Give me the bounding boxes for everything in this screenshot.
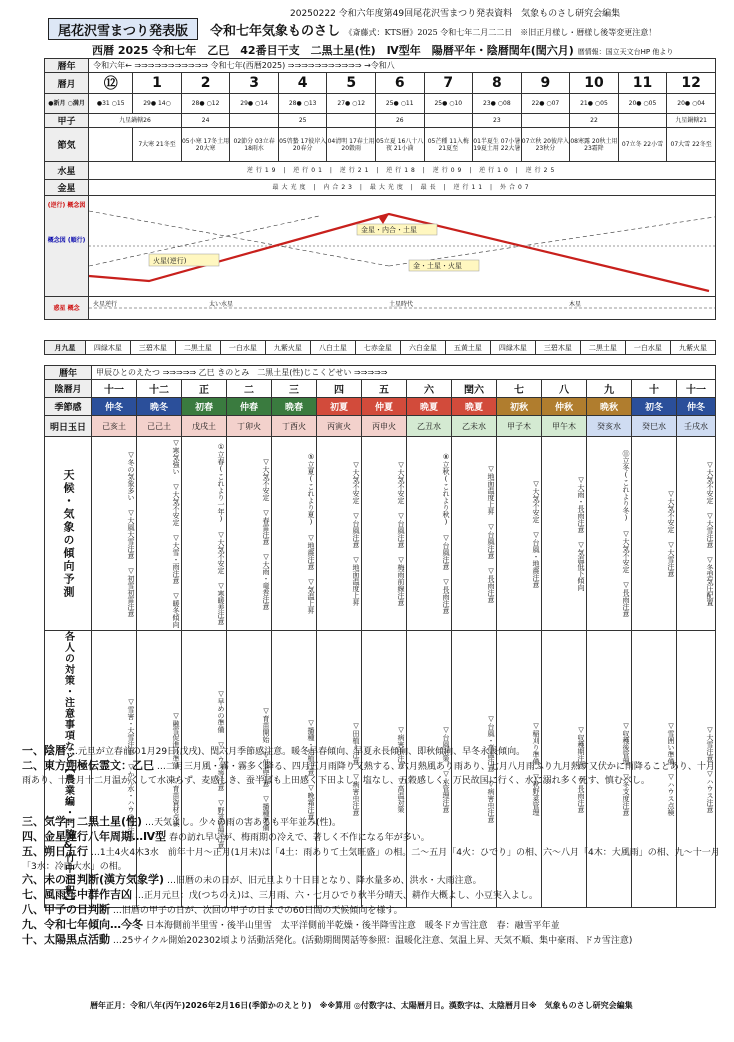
weather-cell: ▽大気不安定 ▽台風・地震注意 [497, 437, 542, 631]
measure-cell: ▽育苗開始 ▽低温注意 ▽播種準備 [227, 631, 272, 908]
moon-cell: 29● 14○ [133, 94, 182, 114]
planet-label: 太い水星 [209, 301, 234, 308]
moon-cell: 27● ○12 [327, 94, 376, 114]
month-cell: 6 [375, 73, 424, 94]
kyusei-cell: 一白水星 [220, 341, 265, 355]
note-item: 二、東方朔極伝霊文：乙巳 …二月三月風・霧・霧多く降る、四月五月雨降り又熱する、六月熱風あり雨あり、七月八月雨ふり九月熱す又伏かに雨降ることあり、十月雨あり、十一月十二月温かくして水凍らず、麦感しき、蚕半ばも上田感く下田よし。塩なし、五穀感しく、万民故国に行く、水に溺れ多く死す、慎むべし。 [22, 759, 715, 786]
footer: 暦年正月：令和八年(丙午)2026年2月16日(季節かのえとり) ※※算用 ◎付数字は、太陽暦月日。漢数字は、太陰暦月日※ 気象ものさし研究会編集 [90, 1001, 633, 1010]
page-title: 令和七年気象ものさし 《斎藤式：KTS暦》2025 令和七年二月二二日 ※旧正月様し・暦様し後等変更注意！ [210, 24, 657, 39]
release-badge: 尾花沢雪まつり発表版 [48, 18, 198, 40]
measure-cell: ▽早めの準備 ▽ハウス等注意 ▽野菜管理注意 [182, 631, 227, 908]
kyusei-table [44, 340, 716, 355]
month-cell: 3 [230, 73, 279, 94]
venus-label: 金星・内合・土星 [361, 226, 418, 234]
weather-cell: ▽冬の気象多い ▽大風大雪注意 ▽初雪初雷注意 [92, 437, 137, 631]
month-cell: 5 [327, 73, 376, 94]
note-item: 八、甲子の日判断 …旧暦の甲子の日が、次回の甲子の日までの60日間の天候傾向を様す。 [22, 903, 403, 916]
note-item: 四、金星運行八年周期…Ⅳ型 春の訪れ早いが、梅雨期の冷えで、著しく不作になる年が多い。 [22, 830, 430, 843]
month-cell: 4 [278, 73, 327, 94]
moon-cell: 23● ○08 [473, 94, 522, 114]
moon-cell: 25● ○10 [424, 94, 473, 114]
weather-cell: ▽大気不安定 ▽台風注意 ▽梅雨前線注意 [362, 437, 407, 631]
kinsei-row: 金星 最大光度 | 内合23 | 最大光度 | 最長 | 逆行11 | 外合07 [45, 180, 716, 196]
measure-cell: ▽台風対策 ▽水管理注意 [407, 631, 452, 908]
moon-cell: 28● ○13 [278, 94, 327, 114]
month-cell: 10 [570, 73, 619, 94]
note-item: 十、太陽黒点活動 …25サイクル開始202302頃より活動活発化。(活動期間関話等参照：温暖化注意、気温上昇、天気不順、集中豪雨、ドカ雪注意) [22, 933, 633, 946]
measures-label: 各人の対策・注意事項など【農業編・門脇&竹中注釈】 [45, 631, 92, 908]
lower-calendar-table: 暦年 甲辰ひとのえたつ ⇒⇒⇒⇒⇒ 乙巳 きのとみ 二黒土星(性)じこくどせい ⇒⇒⇒⇒⇒ 陰暦月 十一 十二 正 二 三 四 五 六 閏六 七 八 九 十 十一 季節感 仲冬 晩冬 初春 仲春 晩春 初夏 仲夏 晩夏 晩夏 初秋 仲秋 晩秋 初冬 仲冬 明日玉日 己亥土 己己土 戊戌土 丁卯火 丁酉火 丙寅火 丙申火 乙丑水 乙未水 甲子木 甲午木 癸亥水 癸巳水 壬戌水 天候・気象の傾向予測 ▽冬の気象多い ▽大風大雪注意 ▽初雪初雷注意 ▽寒気強い ▽大気不安定 ▽大雪・雨注意 ▽暖冬傾向 ①立春(これより一年) ▽大気不安定 ▽寒暖差注意 ▽大気不安定 ▽春雷注意 ▽大雨・竜巻注意 ⑤立夏(これより夏) ▽地震注意 ▽気温上昇 ▽大気不安定 ▽台風注意 ▽地面温度上昇 ▽大気不安定 ▽台風注意 ▽梅雨前線注意 ⑧立秋(これより秋) ▽台風注意 ▽長雨注意 ▽地面温度上昇 ▽台風注意 ▽長雨注意 ▽大気不安定 ▽台風・地震注意 ▽大雨・長雨注意 ▽気温低下傾向 ⑪立冬(これより冬) ▽大気不安定 ▽長雨注意 ▽大気不安定 ▽大雪注意 ▽大気不安定 ▽大雪注意 ▽冬型気圧配置 各人の対策・注意事項など【農業編・門脇&竹中注釈】 ▽雪害・大雪注意 ▽かん水・ハウス等注意 ▽融雪促進の準備 ▽育苗資材点検 ▽早めの準備 ▽ハウス等注意 ▽野菜管理注意 ▽育苗開始 ▽低温注意 ▽播種準備 ▽播種・定植注意 ▽晩霜注意 ▽田植え注意 ▽病害虫注意 ▽病害虫注意 ▽高温対策 ▽台風対策 ▽水管理注意 ▽台風・高温注意 ▽病害虫注意 ▽稲刈り準備 ▽秋野菜管理 ▽収穫期注意 ▽長雨注意 ▽収穫後管理 ▽冬支度注意 ▽雪囲い準備 ▽ハウス点検 ▽大雪注意 ▽ハウス注意 [44, 365, 716, 908]
planet-row: 惑星 概念 火星逆行 太い水星 土星時代 木星 [45, 297, 716, 320]
note-item: 一、陰暦 …元旦が立春前の1月29日(戊戌)、閏六月季節感注意。暖冬早春傾向、早夏永長傾向、即秋傾向、早冬永長傾向。 [22, 744, 526, 757]
upper-calendar-table [44, 58, 716, 320]
planet-label: 火星逆行 [93, 301, 118, 308]
weather-cell: ⑧立秋(これより秋) ▽台風注意 ▽長雨注意 [407, 437, 452, 631]
kyusei-cell: 二黒土星 [580, 341, 625, 355]
measure-cell: ▽雪囲い準備 ▽ハウス点検 [632, 631, 677, 908]
month-cell: 12 [667, 73, 716, 94]
kyusei-label: 月九星 [45, 341, 86, 355]
measure-cell: ▽融雪促進の準備 ▽育苗資材点検 [137, 631, 182, 908]
measure-cell: ▽稲刈り準備 ▽秋野菜管理 [497, 631, 542, 908]
weather-cell: ▽地面温度上昇 ▽台風注意 ▽長雨注意 [452, 437, 497, 631]
kyusei-cell: 二黒土星 [175, 341, 220, 355]
kyusei-cell: 四緑木星 [85, 341, 130, 355]
month-cell: 11 [618, 73, 667, 94]
weather-row [45, 437, 716, 631]
row-label-year: 暦年 [45, 59, 89, 73]
weather-cell: ▽大気不安定 ▽春雷注意 ▽大雨・竜巻注意 [227, 437, 272, 631]
moon-cell: 29● ○14 [230, 94, 279, 114]
lower-year-bar: 甲辰ひとのえたつ ⇒⇒⇒⇒⇒ 乙巳 きのとみ 二黒土星(性)じこくどせい ⇒⇒⇒⇒⇒ [92, 366, 716, 380]
kyusei-cell: 八白土星 [310, 341, 355, 355]
weather-cell: ▽大雨・長雨注意 ▽気温低下傾向 [542, 437, 587, 631]
kyusei-cell: 一白水星 [625, 341, 670, 355]
month-cell: 2 [181, 73, 230, 94]
dash-line-a [89, 211, 389, 266]
venus-diagram-row: (逆行) 概念図 概念図 (順行) 火星(逆行) 金星・内合・土星 金・土星・火星 [45, 196, 716, 297]
weather-cell: ▽大気不安定 ▽大雪注意 ▽冬型気圧配置 [677, 437, 716, 631]
weather-cell: ⑤立夏(これより夏) ▽地震注意 ▽気温上昇 [272, 437, 317, 631]
measure-cell: ▽病害虫注意 ▽高温対策 [362, 631, 407, 908]
inreki-row: 陰暦月 十一 十二 正 二 三 四 五 六 閏六 七 八 九 十 十一 [45, 380, 716, 398]
kyusei-cell: 九紫火星 [265, 341, 310, 355]
measure-cell: ▽田植え注意 ▽病害虫注意 [317, 631, 362, 908]
moon-row: ●新月 ○満月 ●31 ○15 29● 14○ 28● ○12 29● ○14 28● ○13 27● ○12 25● ○11 25● ○10 23● ○08 22● ○07 21● ○05 20● ○05 20● ○04 [45, 94, 716, 114]
header-top-line: 20250222 令和六年度第49回尾花沢雪まつり発表資料 気象ものさし研究会編集 [290, 9, 621, 19]
measure-cell: ▽播種・定植注意 ▽晩霜注意 [272, 631, 317, 908]
notes-section [22, 744, 722, 948]
venus-label: 金・土星・火星 [413, 262, 463, 270]
planet-label: 土星時代 [389, 301, 414, 308]
kyusei-cell: 三碧木星 [130, 341, 175, 355]
kisetsu-row: 季節感 仲冬 晩冬 初春 仲春 晩春 初夏 仲夏 晩夏 晩夏 初秋 仲秋 晩秋 初冬 仲冬 [45, 398, 716, 416]
note-item: 七、風雨年中群作吉凶 …正月元旦：戊(つちのえ)は、三月雨、六・七月ひでり秋半分晴天、耕作大概よし、小豆実入よし。 [22, 888, 538, 901]
eto-row: 明日玉日 己亥土 己己土 戊戌土 丁卯火 丁酉火 丙寅火 丙申火 乙丑水 乙未水 甲子木 甲午木 癸亥水 癸巳水 壬戌水 [45, 416, 716, 437]
venus-diagram [89, 196, 716, 297]
measure-cell: ▽台風・高温注意 ▽病害虫注意 [452, 631, 497, 908]
measure-cell: ▽収穫後管理 ▽冬支度注意 [587, 631, 632, 908]
measure-cell: ▽収穫期注意 ▽長雨注意 [542, 631, 587, 908]
note-item: 三、気学：二黒土星(性) …天気よし。少々の雨の害あるも平年並み(性)。 [22, 815, 341, 828]
dash-line-c [389, 216, 715, 266]
kyusei-cell: 三碧木星 [535, 341, 580, 355]
weather-cell: ▽大気不安定 ▽大雪注意 [632, 437, 677, 631]
note-item: 五、朔日五行 …1土4火4木3水 前年十月～正月(1月末)は「4土：雨ありて土気旺盛」の相。二～五月「4火：ひでり」の相、六～八月「4木：大風雨」の相、九～十一月「3水：冷雨大水」の相。 [22, 845, 720, 872]
measure-cell: ▽大雪注意 ▽ハウス注意 [677, 631, 716, 908]
planet-strip-svg [89, 297, 715, 319]
month-cell: 1 [133, 73, 182, 94]
page-subtitle: 西暦 2025 令和七年 乙巳 42番目干支 二黒土星(性) Ⅳ型年 陽暦平年・陰暦閏年(閏六月) 暦情報：国立天文台HP 他より [92, 44, 674, 57]
weather-cell: ▽寒気強い ▽大気不安定 ▽大雪・雨注意 ▽暖冬傾向 [137, 437, 182, 631]
kyusei-cell: 七赤金星 [355, 341, 400, 355]
sekki-row: 節気 7大寒 21冬至 05小寒 17冬土用 20大寒 02節分 03立春 18雨水 05啓蟄 17彼岸入 20春分 04清明 17春土用 20穀雨 05立夏 16八十八夜 21小満 05芒種 11入梅 21夏至 01半夏生 07小暑 19夏土用 22大暑 07立秋 20彼岸入 23秋分 08寒露 20秋土用 23霜降 07立冬 22小雪 07大雪 22冬至 [45, 128, 716, 162]
weather-cell: ①立春(これより一年) ▽大気不安定 ▽寒暖差注意 [182, 437, 227, 631]
suisei-row: 水星 逆行19 | 逆行01 | 逆行21 | 逆行18 | 逆行09 | 逆行10 | 逆行25 [45, 162, 716, 180]
moon-cell: 20● ○04 [667, 94, 716, 114]
month-row: 暦月 ⑫ 1 2 3 4 5 6 7 8 9 10 11 12 [45, 73, 716, 94]
venus-cycle-svg [89, 196, 715, 296]
moon-cell: 28● ○12 [181, 94, 230, 114]
note-item: 六、未の日判断(漢方気象学) …旧暦の未の日が、旧元旦より十日目となり、降水量多め、洪水・大雨注意。 [22, 873, 482, 886]
weather-cell: ⑪立冬(これより冬) ▽大気不安定 ▽長雨注意 [587, 437, 632, 631]
kyusei-cell: 四緑木星 [490, 341, 535, 355]
planet-label: 木星 [569, 301, 582, 308]
moon-cell: ●31 ○15 [89, 94, 133, 114]
moon-cell: 22● ○07 [521, 94, 570, 114]
month-cell: ⑫ [89, 73, 133, 94]
moon-cell: 21● ○05 [570, 94, 619, 114]
weather-cell: ▽大気不安定 ▽台風注意 ▽地面温度上昇 [317, 437, 362, 631]
month-cell: 9 [521, 73, 570, 94]
moon-cell: 20● ○05 [618, 94, 667, 114]
measure-cell: ▽雪害・大雪注意 ▽かん水・ハウス等注意 [92, 631, 137, 908]
kyusei-cell: 六白金星 [400, 341, 445, 355]
kyusei-cell: 五黄土星 [445, 341, 490, 355]
year-bar: 令和六年← ⇒⇒⇒⇒⇒⇒⇒⇒⇒⇒⇒ 令和七年(西暦2025) ⇒⇒⇒⇒⇒⇒⇒⇒⇒⇒⇒ →令和八 [89, 59, 716, 73]
venus-label: 火星(逆行) [153, 257, 187, 265]
kyusei-cell: 九紫火星 [670, 341, 715, 355]
moon-cell: 25● ○11 [375, 94, 424, 114]
month-cell: 7 [424, 73, 473, 94]
kasshi-row: 甲子 九星鍋轄26 24 25 26 23 22 九星鍋轄21 [45, 114, 716, 128]
weather-label: 天候・気象の傾向予測 [45, 437, 92, 631]
month-cell: 8 [473, 73, 522, 94]
note-item: 九、令和七年傾向…今冬 日本海側前半里雪・後半山里雪 太平洋側前半乾燥・後半降雪注意 暖冬ドカ雪注意 春：融雪平年並 [22, 918, 560, 931]
